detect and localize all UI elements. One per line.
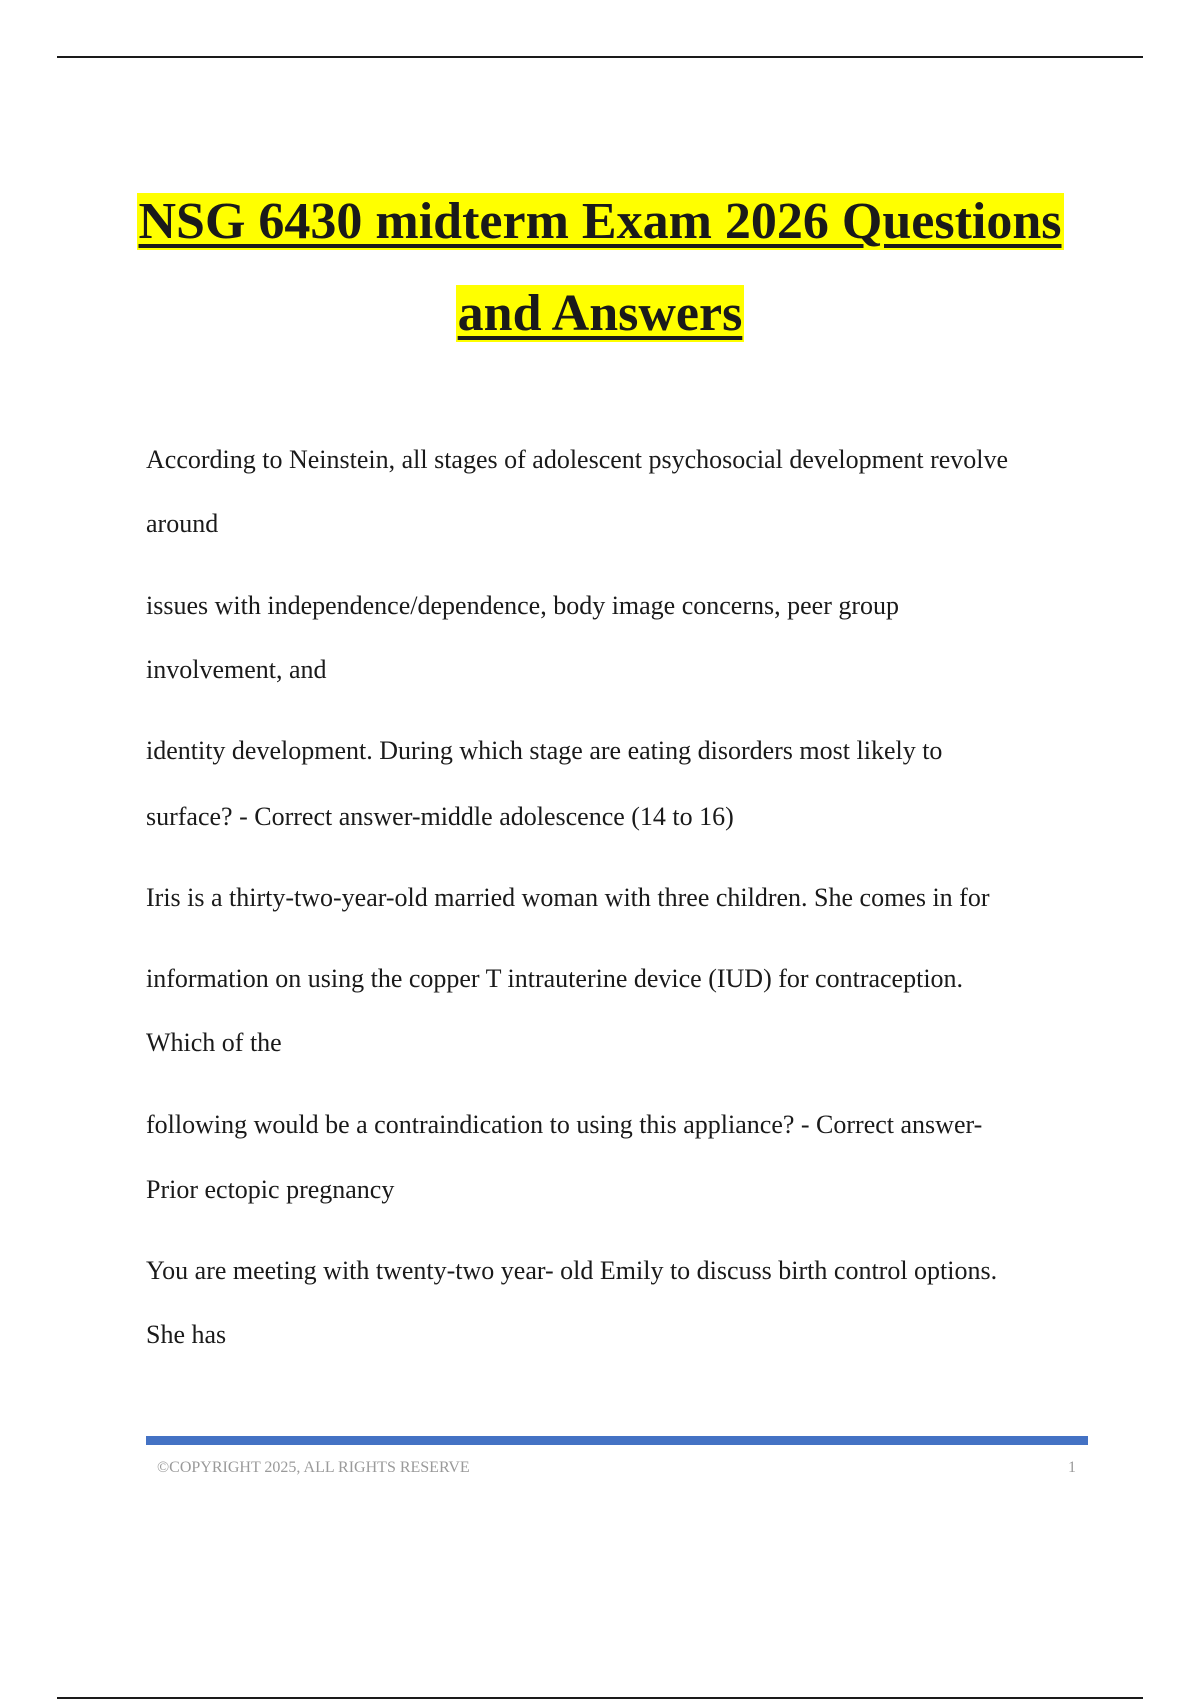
body-line: around [146,509,219,538]
body-line: You are meeting with twenty-two year- old Emily to discuss birth control options. [146,1256,998,1285]
body-line: surface? - Correct answer-middle adolescence (14 to 16) [146,802,734,831]
body-line: issues with independence/dependence, body image concerns, peer group [146,591,900,620]
body-line: Prior ectopic pregnancy [146,1175,395,1204]
body-line: identity development. During which stage are eating disorders most likely to [146,736,943,765]
document-title [0,176,1200,360]
footer-bar [146,1436,1088,1445]
body-line: following would be a contraindication to using this appliance? - Correct answer- [146,1110,983,1139]
title-line-1: NSG 6430 midterm Exam 2026 Questions [138,193,1062,250]
body-line: According to Neinstein, all stages of adolescent psychosocial development revolve [146,445,1009,474]
body-line: Iris is a thirty-two-year-old married woman with three children. She comes in for [146,883,990,912]
page-number: 1 [1068,1459,1076,1476]
body-line: Which of the [146,1028,282,1057]
bottom-rule [57,1697,1143,1699]
title-line-2: and Answers [457,285,743,342]
body-line: involvement, and [146,655,327,684]
footer-copyright: ©COPYRIGHT 2025, ALL RIGHTS RESERVE [157,1459,470,1476]
body-line: She has [146,1320,227,1349]
body-line: information on using the copper T intrauterine device (IUD) for contraception. [146,964,964,993]
top-rule [57,56,1143,58]
